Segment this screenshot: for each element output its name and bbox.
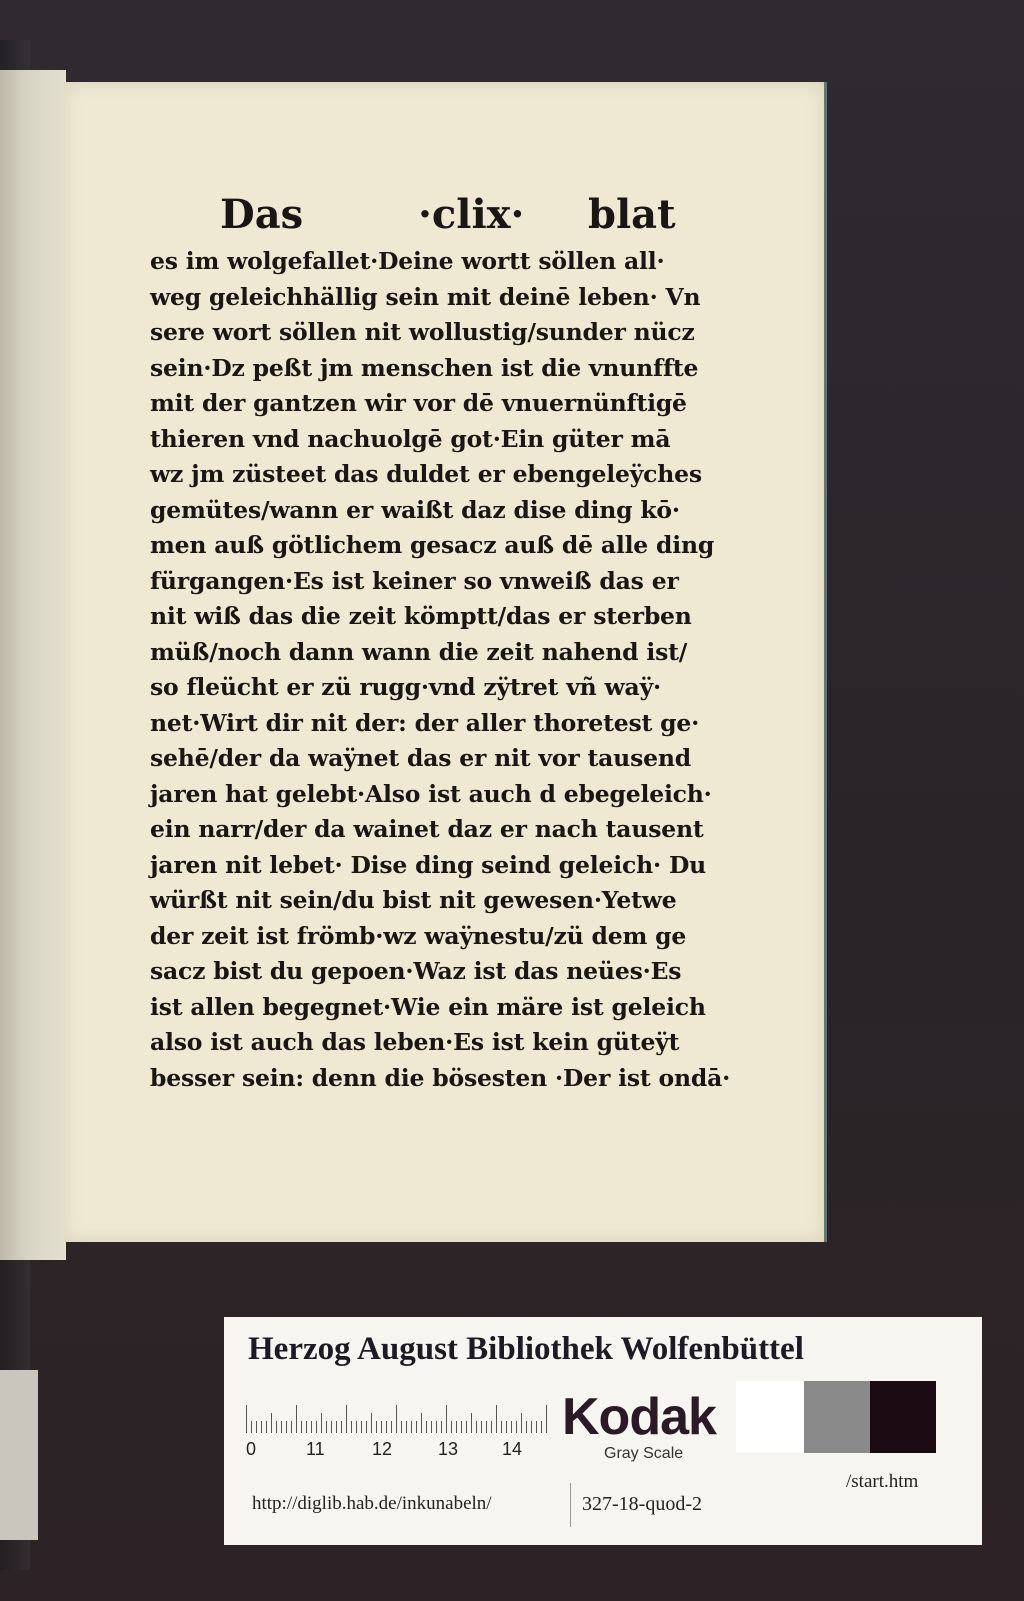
ruler-tick <box>316 1421 317 1433</box>
text-line: jaren nit lebet· Dise ding seind geleich· Du <box>150 850 707 879</box>
text-line: gemütes/wann er waißt daz dise ding kō· <box>150 495 680 524</box>
ruler-tick <box>466 1421 467 1433</box>
ruler-tick <box>246 1405 247 1433</box>
ruler-tick <box>476 1421 477 1433</box>
ruler-tick <box>291 1421 292 1433</box>
text-line: besser sein: denn die bösesten ·Der ist ondā· <box>150 1063 731 1092</box>
ruler-tick <box>301 1421 302 1433</box>
ruler-tick <box>331 1421 332 1433</box>
text-line: thieren vnd nachuolgē got·Ein güter mā <box>150 424 671 453</box>
ruler-label: 11 <box>306 1439 325 1459</box>
ruler-tick <box>351 1421 352 1433</box>
ruler-tick <box>381 1421 382 1433</box>
ruler-tick <box>326 1421 327 1433</box>
ruler-tick <box>281 1421 282 1433</box>
ruler-tick <box>336 1421 337 1433</box>
gray-scale-label: Gray Scale <box>604 1445 684 1462</box>
swatch-gray <box>804 1381 870 1453</box>
text-line: net·Wirt dir nit der: der aller thoretest ge· <box>150 708 700 737</box>
ruler-tick <box>531 1421 532 1433</box>
ruler-tick <box>486 1421 487 1433</box>
ruler-tick <box>516 1421 517 1433</box>
ruler-tick <box>356 1421 357 1433</box>
text-line: sein·Dz peßt jm menschen ist die vnunffte <box>150 353 699 382</box>
call-number: 327-18-quod-2 <box>582 1493 702 1515</box>
ruler-tick <box>346 1405 347 1433</box>
text-line: es im wolgefallet·Deine wortt söllen all· <box>150 247 665 275</box>
ruler-tick <box>296 1405 297 1433</box>
text-line: der zeit ist frömb·wz waÿnestu/zü dem ge <box>150 921 687 950</box>
text-line: weg geleichhällig sein mit deinē leben· Vn <box>150 282 701 311</box>
ruler-tick <box>436 1421 437 1433</box>
text-line: also ist auch das leben·Es ist kein güteÿt <box>150 1028 680 1056</box>
ruler-tick <box>461 1421 462 1433</box>
ruler-tick <box>311 1421 312 1433</box>
ruler-tick <box>261 1421 262 1433</box>
ruler-tick <box>341 1421 342 1433</box>
url-suffix: /start.htm <box>846 1471 919 1492</box>
ruler-tick <box>276 1421 277 1433</box>
ruler-tick <box>536 1421 537 1433</box>
ruler-tick <box>501 1421 502 1433</box>
ruler-tick <box>251 1421 252 1433</box>
text-line: men auß götlichem gesacz auß dē alle ding <box>150 531 715 559</box>
ruler-tick <box>541 1421 542 1433</box>
text-line: nit wiß das die zeit kömptt/das er sterben <box>150 602 692 630</box>
kodak-logo: Kodak <box>562 1388 716 1446</box>
ruler-tick <box>526 1421 527 1433</box>
text-line: würßt nit sein/du bist nit gewesen·Yetwe <box>150 886 677 914</box>
ruler-tick <box>481 1421 482 1433</box>
text-line: mit der gantzen wir vor dē vnuernünftigē <box>150 389 687 417</box>
ruler-tick <box>371 1413 372 1433</box>
text-line: jaren hat gelebt·Also ist auch d ebegeleich· <box>150 779 712 808</box>
ruler-label: 13 <box>438 1439 459 1459</box>
ruler-tick <box>446 1405 447 1433</box>
library-name: Herzog August Bibliothek Wolfenbüttel <box>248 1331 804 1367</box>
ruler-tick <box>391 1421 392 1433</box>
card-divider <box>570 1483 571 1527</box>
ruler-tick <box>441 1421 442 1433</box>
ruler-tick <box>546 1405 547 1433</box>
url-prefix: http://diglib.hab.de/inkunabeln/ <box>252 1493 492 1514</box>
ruler-tick <box>496 1405 497 1433</box>
ruler-tick <box>286 1421 287 1433</box>
heading-folio-number: ·clix· <box>418 191 525 238</box>
ruler-tick <box>471 1413 472 1433</box>
ruler-tick <box>366 1421 367 1433</box>
ruler-tick <box>491 1421 492 1433</box>
ruler-tick <box>411 1421 412 1433</box>
text-line: wz jm züsteet das duldet er ebengeleÿches <box>150 460 702 488</box>
ruler-tick <box>511 1421 512 1433</box>
ruler-tick <box>456 1421 457 1433</box>
swatch-black <box>870 1381 936 1453</box>
ruler-tick <box>256 1421 257 1433</box>
heading-word-blat: blat <box>588 191 676 238</box>
page-heading <box>150 186 750 244</box>
ruler-tick <box>266 1421 267 1433</box>
ruler-tick <box>451 1421 452 1433</box>
ruler-tick <box>361 1421 362 1433</box>
ruler-tick <box>431 1421 432 1433</box>
facing-page-edge <box>0 70 66 1260</box>
text-line: sere wort söllen nit wollustig/sunder nücz <box>150 318 695 346</box>
ruler-tick <box>401 1421 402 1433</box>
text-line: müß/noch dann wann die zeit nahend ist/ <box>150 637 688 666</box>
ruler-tick <box>506 1421 507 1433</box>
ruler-tick <box>306 1421 307 1433</box>
text-line: ein narr/der da wainet daz er nach tausent <box>150 815 704 843</box>
ruler-tick <box>271 1413 272 1433</box>
library-color-card <box>224 1317 982 1545</box>
page-text <box>150 186 750 1096</box>
ruler-label: 12 <box>372 1439 393 1459</box>
ruler-tick <box>406 1421 407 1433</box>
measurement-ruler <box>246 1399 546 1461</box>
ruler-tick <box>521 1413 522 1433</box>
ruler-tick <box>396 1405 397 1433</box>
text-line: fürgangen·Es ist keiner so vnweiß das er <box>150 566 679 595</box>
text-line: sehē/der da waÿnet das er nit vor tausend <box>150 744 691 772</box>
heading-word-das: Das <box>220 191 304 238</box>
text-line: so fleücht er zü rugg·vnd zÿtret vñ waÿ· <box>150 673 662 701</box>
swatch-white <box>736 1381 804 1453</box>
text-line: ist allen begegnet·Wie ein märe ist geleich <box>150 992 706 1021</box>
ruler-tick <box>386 1421 387 1433</box>
ruler-tick <box>426 1421 427 1433</box>
ruler-tick <box>421 1413 422 1433</box>
ruler-tick <box>321 1413 322 1433</box>
facing-page-slip <box>0 1370 38 1540</box>
text-line: sacz bist du gepoen·Waz ist das neües·Es <box>150 957 682 985</box>
ruler-label: 0 <box>246 1439 257 1459</box>
ruler-tick <box>416 1421 417 1433</box>
ruler-tick <box>376 1421 377 1433</box>
ruler-label: 14 <box>502 1439 523 1459</box>
